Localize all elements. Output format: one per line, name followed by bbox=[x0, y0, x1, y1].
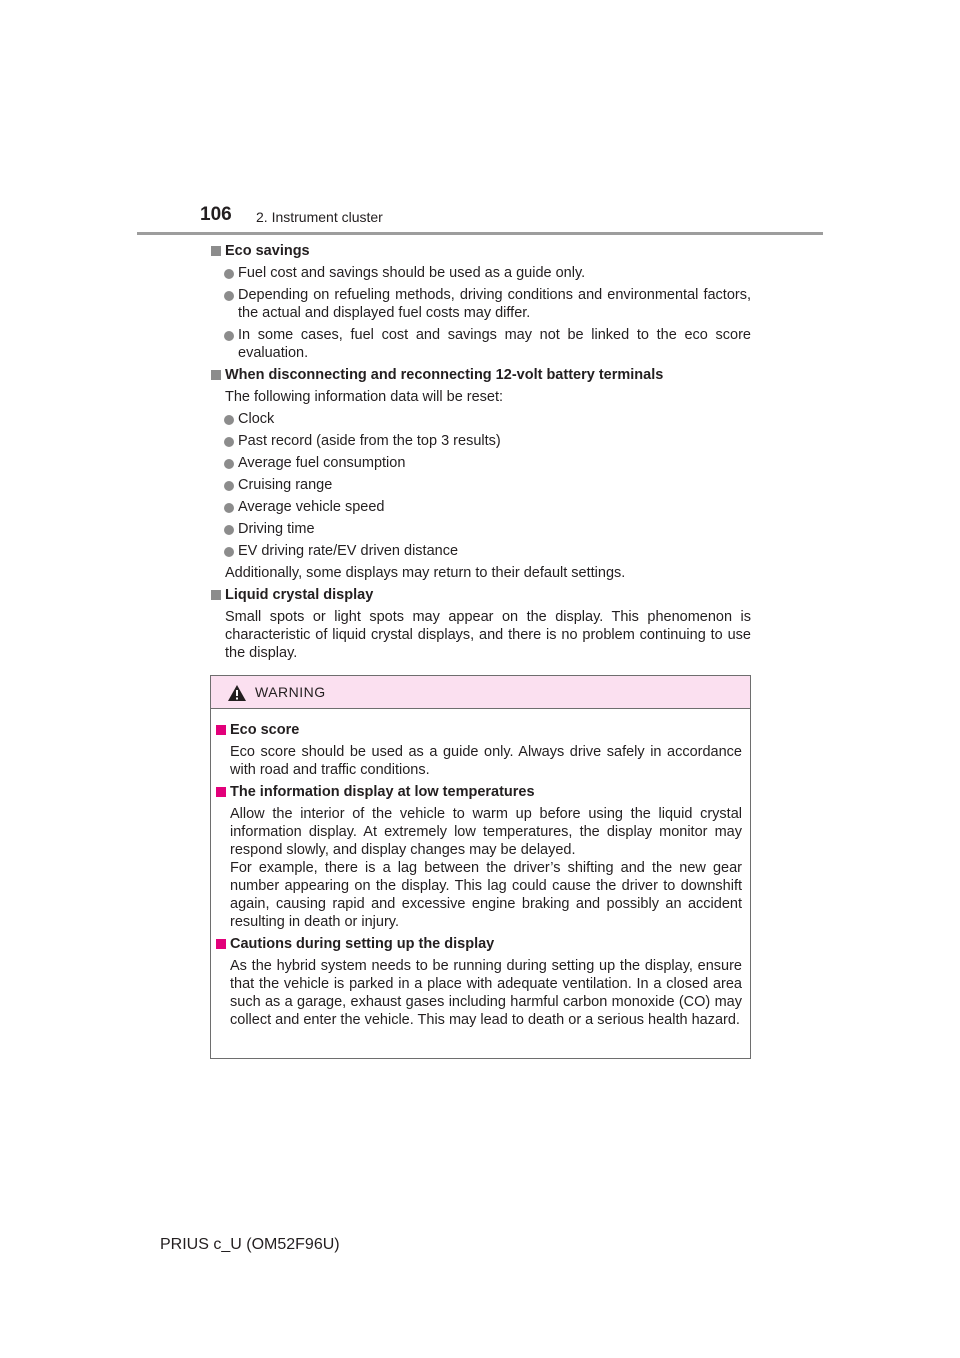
round-bullet-icon bbox=[224, 415, 234, 425]
page-number: 106 bbox=[200, 204, 232, 225]
warning-eco-score-heading: Eco score bbox=[216, 721, 742, 739]
list-item: EV driving rate/EV driven distance bbox=[211, 542, 751, 560]
round-bullet-icon bbox=[224, 291, 234, 301]
warning-box bbox=[210, 675, 751, 1059]
round-bullet-icon bbox=[224, 481, 234, 491]
battery-intro: The following information data will be reset: bbox=[225, 389, 504, 405]
round-bullet-icon bbox=[224, 331, 234, 341]
round-bullet-icon bbox=[224, 525, 234, 535]
warning-triangle-icon bbox=[227, 684, 247, 702]
warning-setup-text: As the hybrid system needs to be running during setting up the display, ensure that the vehicle is parked in a place with adequate ventilation. In a closed area such as a garage, exhaust gases including harmful carbon monoxide (CO) may collect and enter the vehicle. This may lead to death or a serious health hazard. bbox=[230, 958, 742, 1028]
section-title: 2. Instrument cluster bbox=[256, 209, 383, 225]
list-item: Fuel cost and savings should be used as a guide only. bbox=[211, 264, 751, 282]
lcd-text: Small spots or light spots may appear on the display. This phenomenon is characteristic of liquid crystal displays, and there is no problem continuing to use the display. bbox=[225, 609, 751, 661]
warning-title: WARNING bbox=[255, 684, 326, 700]
round-bullet-icon bbox=[224, 547, 234, 557]
list-item: In some cases, fuel cost and savings may not be linked to the eco score evaluation. bbox=[211, 326, 751, 362]
battery-outro: Additionally, some displays may return to their default settings. bbox=[225, 565, 626, 581]
warning-low-temp-example: For example, there is a lag between the driver’s shifting and the new gear number appearing on the display. This lag could cause the driver to downshift again, causing rapid and excessive engine braking and possibly an accident resulting in death or injury. bbox=[230, 860, 742, 930]
list-item: Past record (aside from the top 3 results) bbox=[211, 432, 751, 450]
round-bullet-icon bbox=[224, 503, 234, 513]
warning-low-temp-heading: The information display at low temperatures bbox=[216, 783, 742, 801]
footer-model: PRIUS c_U (OM52F96U) bbox=[160, 1236, 340, 1253]
header-divider bbox=[137, 232, 823, 235]
warning-header bbox=[211, 676, 750, 709]
square-bullet-icon bbox=[211, 246, 221, 256]
page-header bbox=[200, 200, 823, 236]
square-bullet-icon bbox=[216, 939, 226, 949]
list-item: Driving time bbox=[211, 520, 751, 538]
round-bullet-icon bbox=[224, 437, 234, 447]
square-bullet-icon bbox=[211, 370, 221, 380]
square-bullet-icon bbox=[211, 590, 221, 600]
round-bullet-icon bbox=[224, 269, 234, 279]
list-item: Depending on refueling methods, driving conditions and environmental factors, the actual and displayed fuel costs may differ. bbox=[211, 286, 751, 322]
warning-setup-heading: Cautions during setting up the display bbox=[216, 935, 742, 953]
list-item: Clock bbox=[211, 410, 751, 428]
warning-low-temp-text: Allow the interior of the vehicle to warm up before using the liquid crystal information display. At extremely low temperatures, the display monitor may respond slowly, and display changes may be delayed. bbox=[230, 806, 742, 858]
warning-body bbox=[211, 709, 750, 1029]
battery-heading: When disconnecting and reconnecting 12-volt battery terminals bbox=[211, 366, 751, 384]
main-content bbox=[211, 242, 751, 666]
eco-savings-heading: Eco savings bbox=[211, 242, 751, 260]
list-item: Average fuel consumption bbox=[211, 454, 751, 472]
list-item: Average vehicle speed bbox=[211, 498, 751, 516]
warning-eco-score-text: Eco score should be used as a guide only. Always drive safely in accordance with road and traffic conditions. bbox=[230, 744, 742, 778]
square-bullet-icon bbox=[216, 787, 226, 797]
square-bullet-icon bbox=[216, 725, 226, 735]
list-item: Cruising range bbox=[211, 476, 751, 494]
round-bullet-icon bbox=[224, 459, 234, 469]
lcd-heading: Liquid crystal display bbox=[211, 586, 751, 604]
